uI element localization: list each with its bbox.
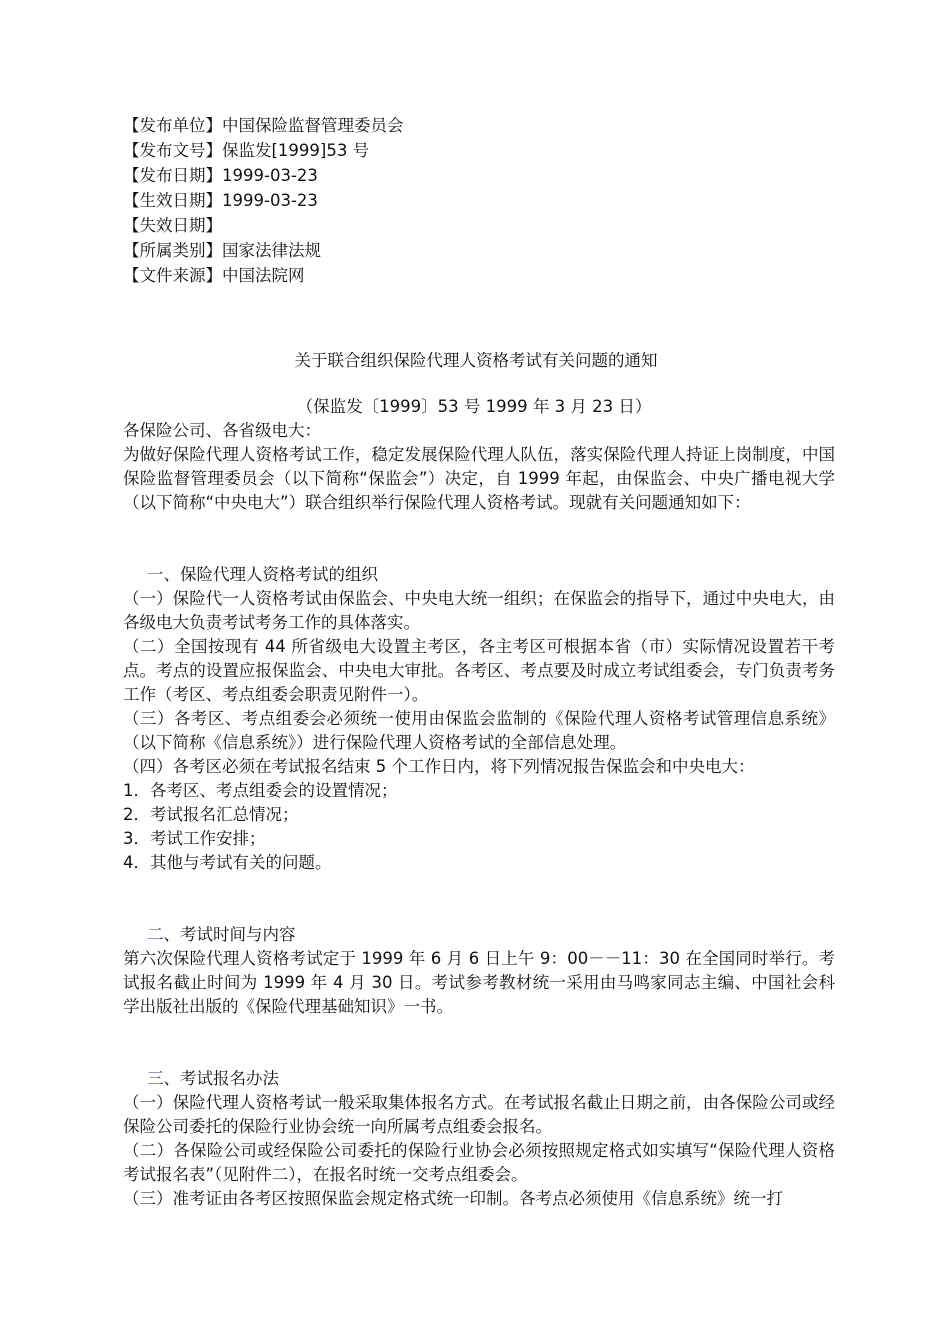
list-item: 1．各考区、考点组委会的设置情况； (123, 781, 398, 800)
meta-expiry-date (123, 213, 835, 238)
meta-effective-date (123, 188, 835, 213)
document-meta (123, 113, 835, 288)
list-item: 4．其他与考试有关的问题。 (123, 853, 332, 872)
section-title: 、考试报名办法 (163, 1069, 279, 1088)
paragraph: （一）保险代理人资格考试一般采取集体报名方式。在考试报名截止日期之前，由各保险公司或经保险公司委托的保险行业协会统一向所属考点组委会报名。 (123, 1093, 835, 1136)
intro-paragraph: 为做好保险代理人资格考试工作，稳定发展保险代理人队伍，落实保险代理人持证上岗制度，中国保险监督管理委员会（以下简称“保监会”）决定，自 1999 年起，由保监会、中央广播电视大学（以下简称“中央电大”）联合组织举行保险代理人资格考试。现就有关问题通知如下： (123, 445, 835, 512)
paragraph: 第六次保险代理人资格考试定于 1999 年 6 月 6 日上午 9：00－－11：30 在全国同时举行。考试报名截止时间为 1999 年 4 月 30 日。考试参考教材统一采用由马鸣家同志主编、中国社会科学出版社出版的《保险代理基础知识》一书。 (123, 949, 835, 1016)
meta-doc-number (123, 138, 835, 163)
paragraph: （二）全国按现有 44 所省级电大设置主考区，各主考区可根据本省（市）实际情况设置若干考点。考点的设置应报保监会、中央电大审批。各考区、考点要及时成立考试组委会，专门负责考务工作（考区、考点组委会职责见附件一）。 (123, 637, 835, 704)
spacer (123, 373, 835, 394)
spacer (123, 1019, 835, 1067)
meta-label: 【发布单位】 (123, 116, 222, 135)
section-number: 二 (147, 925, 164, 944)
paragraph: （一）保险代一人资格考试由保监会、中央电大统一组织；在保监会的指导下，通过中央电大，由各级电大负责考试考务工作的具体落实。 (123, 589, 835, 632)
paragraph: （四）各考区必须在考试报名结束 5 个工作日内，将下列情况报告保监会和中央电大： (123, 757, 755, 776)
meta-publish-date (123, 163, 835, 188)
section-title: 、考试时间与内容 (163, 925, 296, 944)
paragraph: （三）各考区、考点组委会必须统一使用由保监会监制的《保险代理人资格考试管理信息系统》（以下简称《信息系统》）进行保险代理人资格考试的全部信息处理。 (123, 709, 835, 752)
section-heading (123, 923, 835, 947)
meta-label: 【失效日期】 (123, 216, 222, 235)
meta-value: 中国法院网 (222, 266, 305, 285)
document-number: （保监发〔1999〕53 号 1999 年 3 月 23 日） (296, 397, 652, 416)
meta-value: 1999-03-23 (222, 191, 318, 210)
section-heading (123, 563, 835, 587)
meta-label: 【生效日期】 (123, 191, 222, 210)
spacer (123, 515, 835, 563)
spacer (123, 288, 835, 348)
document-page (123, 113, 835, 1211)
meta-value: 中国保险监督管理委员会 (222, 116, 404, 135)
meta-value: 国家法律法规 (222, 241, 321, 260)
list-item: 2．考试报名汇总情况； (123, 805, 299, 824)
meta-label: 【发布文号】 (123, 141, 222, 160)
meta-value: 保监发[1999]53 号 (222, 141, 370, 160)
meta-label: 【文件来源】 (123, 266, 222, 285)
list-item: 3．考试工作安排； (123, 829, 266, 848)
meta-value: 1999-03-23 (222, 166, 318, 185)
section-number: 三 (147, 1069, 164, 1088)
paragraph: （三）准考证由各考区按照保监会规定格式统一印制。各考点必须使用《信息系统》统一打 (123, 1189, 783, 1208)
meta-label: 【所属类别】 (123, 241, 222, 260)
section-number: 一 (147, 565, 164, 584)
section-title: 、保险代理人资格考试的组织 (163, 565, 378, 584)
paragraph: （二）各保险公司或经保险公司委托的保险行业协会必须按照规定格式如实填写“保险代理人资格考试报名表”（见附件二），在报名时统一交考点组委会。 (123, 1141, 835, 1184)
document-title: 关于联合组织保险代理人资格考试有关问题的通知 (294, 351, 658, 370)
spacer (123, 875, 835, 923)
meta-publisher (123, 113, 835, 138)
meta-category (123, 238, 835, 263)
section-heading (123, 1067, 835, 1091)
meta-source (123, 263, 835, 288)
salutation: 各保险公司、各省级电大： (123, 421, 321, 440)
meta-label: 【发布日期】 (123, 166, 222, 185)
